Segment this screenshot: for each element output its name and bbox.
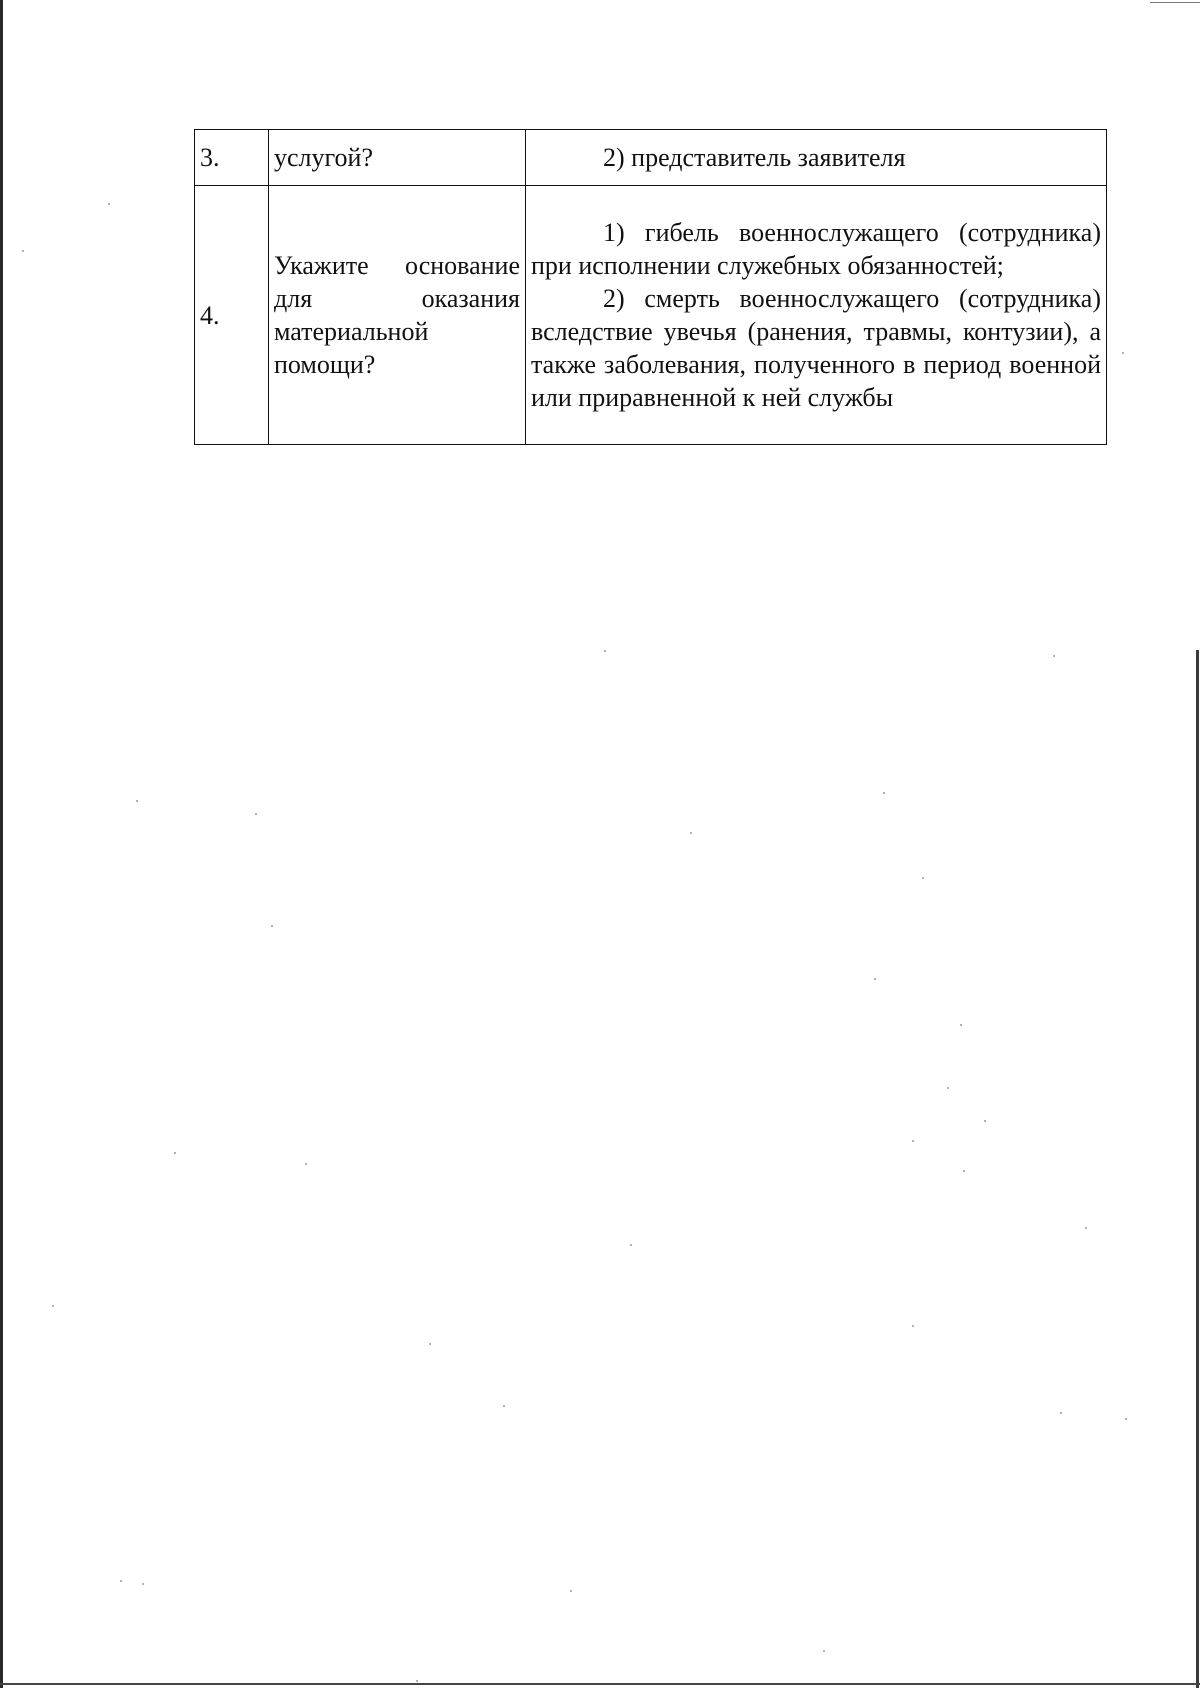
questionnaire-table [194,129,1107,445]
question-cell [269,130,526,186]
speck [984,1120,986,1122]
row-number: 3. [200,143,220,172]
speck [271,925,273,927]
speck [503,1405,505,1407]
speck [305,1163,307,1165]
answer-option: 2) смерть военнослужащего (сотрудника) вследствие увечья (ранения, травмы, контузии), а также заболевания, полученного в период военной или приравненной к ней службы [531,284,1101,412]
speck [1060,1412,1062,1414]
speck [570,1590,572,1592]
row-number-cell [195,186,269,445]
speck [922,877,924,879]
scan-edge-left [0,0,3,1688]
speck [429,1343,431,1345]
speck [255,813,257,815]
scan-edge-top-right [1150,2,1200,3]
speck [963,1170,965,1172]
speck [1085,1227,1087,1229]
speck [823,1650,825,1652]
speck [604,650,606,652]
speck [1053,655,1055,657]
speck [960,1024,962,1026]
speck [947,1087,949,1089]
speck [142,1583,144,1585]
answer-option: 2) представитель заявителя [603,143,906,172]
speck [690,832,692,834]
scan-edge-right [1196,650,1199,1688]
speck [1125,1418,1127,1420]
table-row [195,186,1107,445]
speck [108,203,110,205]
row-number-cell [195,130,269,186]
speck [120,1580,122,1582]
speck [912,1140,914,1142]
table-row [195,130,1107,186]
speck [912,1325,914,1327]
speck [416,1680,418,1682]
speck [883,792,885,794]
speck [1122,352,1124,354]
speck [874,978,876,980]
question-text: Укажите основание для оказания материальной помощи? [274,251,520,379]
scan-edge-bottom [0,1683,1200,1685]
speck [174,1152,176,1154]
speck [630,1244,632,1246]
question-cell [269,186,526,445]
speck [22,250,24,252]
answer-option: 1) гибель военнослужащего (сотрудника) при исполнении служебных обязанностей; [531,218,1101,280]
question-text: услугой? [274,143,373,172]
row-number: 4. [200,300,220,330]
answer-cell [526,186,1107,445]
speck [136,800,138,802]
answer-cell [526,130,1107,186]
speck [52,1305,54,1307]
